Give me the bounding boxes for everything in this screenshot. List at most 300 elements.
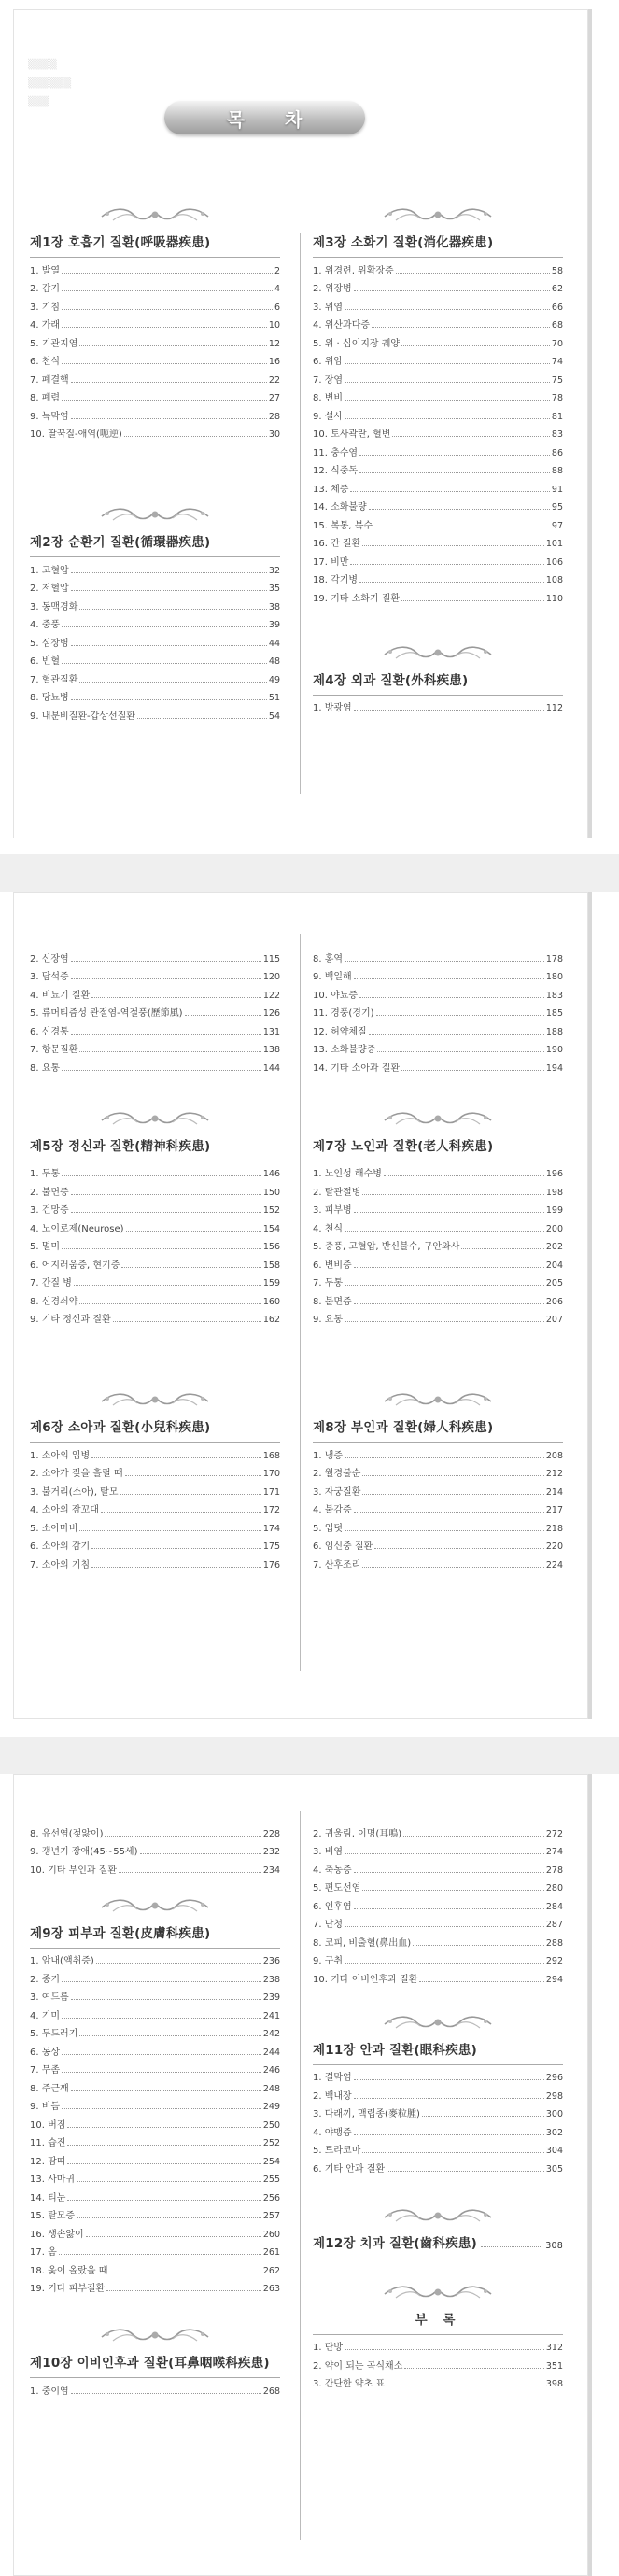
toc-entry[interactable] [30,313,280,331]
toc-entry-title: 9. 기타 정신과 질환 [30,1315,111,1325]
toc-entry[interactable] [30,1307,280,1326]
toc-entry[interactable] [30,1161,280,1180]
toc-entry[interactable] [30,1019,280,1037]
toc-entry[interactable] [30,2058,280,2076]
dot-leader [392,436,550,437]
chapter-title[interactable]: 제7장 노인과 질환(老人科疾患) [313,1138,494,1154]
chapter-title[interactable]: 제2장 순환기 질환(循環器疾患) [30,535,211,550]
toc-entry[interactable] [30,2112,280,2131]
chapter-title[interactable]: 제1장 호흡기 질환(呼吸器疾患) [30,235,211,250]
toc-entry-title: 3. 불거리(소아), 탈모 [30,1486,119,1498]
bleed-through-text: ▒▒▒▒ ▒▒▒▒▒▒ ▒▒▒ [28,60,72,107]
toc-entry-page: 86 [551,447,563,458]
toc-entry[interactable] [30,331,280,349]
toc-entry[interactable] [30,403,280,422]
toc-entry[interactable] [313,1966,563,1985]
toc-entry[interactable] [30,2148,280,2167]
toc-entry-title: 7. 무좀 [30,2065,61,2076]
toc-entry-page: 158 [262,1260,280,1271]
toc-entry-page: 91 [551,484,563,495]
chapter-section [30,1821,280,1876]
dot-leader [77,2217,261,2218]
dot-leader [413,1945,544,1946]
toc-entry-page: 83 [551,429,563,440]
toc-entry[interactable] [30,2185,280,2203]
toc-entry-title: 10. 토사곽란, 혈변 [313,429,391,440]
toc-entry[interactable] [313,1893,563,1912]
toc-entry[interactable] [30,1821,280,1839]
toc-entry-title: 1. 암내(액취증) [30,1956,94,1966]
toc-entry[interactable] [30,1055,280,1074]
chapter-page-number: 308 [545,2240,563,2251]
toc-entry-title: 5. 소아마비 [30,1523,78,1534]
toc-entry[interactable] [313,549,563,568]
dot-leader [354,1872,544,1873]
toc-entry[interactable] [313,2083,563,2102]
dot-leader [354,2134,544,2135]
toc-entry[interactable] [313,2372,563,2390]
toc-entry[interactable] [313,422,563,441]
toc-entry[interactable] [30,594,280,612]
dot-leader [124,436,267,437]
toc-entry[interactable] [313,1019,563,1037]
toc-entry[interactable] [30,667,280,685]
toc-entry-title: 2. 백내장 [313,2090,352,2102]
toc-entry[interactable] [30,630,280,649]
toc-entry[interactable] [30,2203,280,2222]
toc-entry-title: 3. 동맥경화 [30,601,78,612]
chapter-title[interactable]: 제3장 소화기 질환(消化器疾患) [313,235,494,250]
toc-entry[interactable] [30,1271,280,1289]
toc-entry[interactable] [313,513,563,531]
toc-entry[interactable] [30,703,280,722]
chapter-title[interactable]: 제5장 정신과 질환(精神科疾患) [30,1138,211,1154]
toc-entry-page: 208 [545,1450,563,1461]
toc-entry[interactable] [313,349,563,368]
toc-entry[interactable] [30,612,280,631]
toc-entry-title: 18. 각기병 [313,575,359,585]
toc-entry-title: 9. 갱년기 장애(45~55세) [30,1847,138,1857]
toc-entry-title: 11. 습진 [30,2138,66,2148]
toc-entry-list [313,1821,563,1985]
toc-entry[interactable] [313,2335,563,2354]
chapter-title[interactable]: 제4장 외과 질환(外科疾患) [313,672,469,688]
toc-entry-page: 62 [551,284,563,294]
toc-entry-page: 220 [545,1541,563,1552]
toc-entry-page: 246 [262,2065,280,2076]
dot-leader [91,997,261,998]
toc-entry-page: 101 [545,539,563,549]
toc-entry-title: 7. 간질 병 [30,1278,72,1288]
toc-entry[interactable] [30,1001,280,1020]
toc-entry[interactable] [313,2138,563,2157]
toc-entry[interactable] [30,982,280,1001]
toc-entry[interactable] [313,294,563,313]
toc-entry-page: 106 [545,556,563,568]
toc-entry-title: 7. 소아의 기침 [30,1559,91,1570]
dot-leader [354,710,544,711]
page-gap [0,854,619,892]
toc-entry-title: 5. 트라코마 [313,2146,361,2156]
toc-entry-title: 4. 위산과다증 [313,320,371,331]
chapter-section [313,643,563,714]
toc-entry-title: 3. 다래끼, 맥립종(麥粒腫) [313,2109,420,2119]
toc-entry[interactable] [313,2102,563,2120]
chapter-title[interactable]: 부 록 [415,2312,461,2328]
toc-entry-page: 81 [551,411,563,422]
toc-entry[interactable] [313,1161,563,1180]
toc-entry[interactable] [30,2039,280,2058]
dot-leader [345,400,550,401]
toc-entry-page: 2 [274,265,280,276]
dot-leader [106,2290,261,2291]
dot-leader [79,609,267,610]
toc-entry-page: 185 [545,1008,563,1019]
toc-entry-page: 122 [262,990,280,1001]
toc-entry-page: 190 [545,1045,563,1055]
toc-entry-title: 2. 저혈압 [30,584,69,594]
toc-entry[interactable] [313,331,563,349]
toc-entry[interactable] [313,1821,563,1839]
toc-entry[interactable] [30,349,280,368]
toc-entry[interactable] [30,386,280,404]
toc-entry-page: 207 [545,1315,563,1325]
toc-entry[interactable] [313,1839,563,1858]
chapter-ornament-icon [30,1896,280,1917]
toc-entry-page: 159 [262,1278,280,1288]
toc-entry-page: 272 [545,1828,563,1839]
toc-entry[interactable] [30,2276,280,2295]
toc-entry[interactable] [313,2353,563,2372]
toc-entry[interactable] [313,982,563,1001]
toc-entry[interactable] [313,276,563,295]
toc-entry-title: 5. 중풍, 고혈압, 반신불수, 구안와사 [313,1242,460,1252]
toc-entry[interactable] [313,568,563,586]
toc-entry-title: 14. 티눈 [30,2192,66,2203]
toc-entry-title: 9. 백일해 [313,972,352,982]
toc-entry-title: 1. 중이염 [30,2386,69,2397]
toc-entry[interactable] [313,403,563,422]
dot-leader [62,363,267,364]
toc-entry-page: 27 [268,393,280,403]
toc-entry-list [313,1442,563,1570]
chapter-title[interactable] [313,2232,563,2251]
toc-entry-title: 2. 불면증 [30,1187,69,1198]
toc-entry[interactable] [30,1234,280,1253]
toc-entry-title: 4. 비뇨기 질환 [30,990,91,1001]
toc-entry[interactable] [30,2131,280,2149]
toc-entry[interactable] [313,2156,563,2175]
toc-entry[interactable] [313,964,563,983]
dot-leader [113,1321,261,1322]
toc-entry-title: 10. 딸꾹질-애역(呃逆) [30,429,122,440]
toc-entry-title: 1. 두통 [30,1169,61,1179]
toc-entry[interactable] [313,1288,563,1307]
toc-entry[interactable] [313,440,563,458]
toc-entry[interactable] [30,422,280,441]
chapter-title[interactable]: 제8장 부인과 질환(婦人科疾患) [313,1420,494,1435]
toc-entry[interactable] [313,1055,563,1074]
chapter-ornament-icon [313,1390,563,1411]
toc-entry[interactable] [313,1271,563,1289]
toc-entry-page: 252 [262,2138,280,2148]
toc-entry-page: 292 [545,1956,563,1966]
dot-leader [86,2236,261,2237]
toc-entry-title: 8. 코피, 비출혈(鼻出血) [313,1937,412,1949]
toc-entry[interactable] [30,2167,280,2186]
toc-entry[interactable] [313,1461,563,1480]
toc-entry-page: 254 [262,2156,280,2167]
toc-entry[interactable] [30,1839,280,1858]
toc-entry-title: 8. 요통 [30,1063,61,1074]
toc-entry[interactable] [313,1912,563,1931]
toc-entry[interactable] [313,1198,563,1217]
toc-entry-title: 2. 귀울림, 이명(耳鳴) [313,1828,402,1839]
chapter-ornament-icon [30,2326,280,2346]
toc-entry-page: 58 [551,265,563,276]
toc-entry-title: 4. 기미 [30,2010,61,2021]
chapter-title[interactable]: 제11장 안과 질환(眼科疾患) [313,2042,477,2058]
toc-entry-title: 5. 류머티즘성 관절염-역절풍(歷節風) [30,1008,183,1019]
toc-entry[interactable] [313,1552,563,1570]
toc-entry[interactable] [30,1252,280,1271]
toc-entry[interactable] [30,1498,280,1516]
toc-entry-title: 6. 변비증 [313,1260,352,1271]
toc-entry[interactable] [30,1443,280,1461]
toc-entry-page: 115 [262,953,280,964]
toc-entry-list [313,2334,563,2390]
toc-entry[interactable] [30,1198,280,1217]
dot-leader [345,1963,544,1964]
toc-entry-title: 8. 불면증 [313,1296,352,1307]
toc-entry-page: 160 [262,1296,280,1307]
toc-entry[interactable] [30,1515,280,1534]
dot-leader [350,491,550,492]
toc-entry-title: 1. 노인성 해수병 [313,1169,382,1179]
toc-entry-title: 16. 생손앓이 [30,2229,84,2240]
toc-entry-page: 300 [545,2109,563,2119]
toc-entry-title: 18. 옻이 올랐을 때 [30,2265,108,2276]
toc-entry[interactable] [30,294,280,313]
chapter-title-text: 제12장 치과 질환(齒科疾患) [313,2235,477,2251]
toc-entry-title: 5. 멀미 [30,1242,61,1252]
toc-entry[interactable] [30,2076,280,2094]
toc-entry-title: 5. 심장병 [30,638,69,649]
toc-entry[interactable] [313,386,563,404]
toc-entry[interactable] [30,1857,280,1876]
toc-entry[interactable] [30,1288,280,1307]
toc-entry[interactable] [30,1461,280,1480]
toc-entry[interactable] [30,685,280,704]
toc-entry[interactable] [30,2003,280,2021]
toc-entry[interactable] [30,258,280,276]
toc-entry[interactable] [30,1216,280,1234]
dot-leader [71,2090,261,2091]
dot-leader [91,1567,261,1568]
toc-entry-list [30,2377,280,2397]
toc-entry[interactable] [313,531,563,550]
toc-entry-title: 6. 신경통 [30,1026,69,1037]
toc-entry-list [30,1948,280,2295]
toc-entry[interactable] [313,313,563,331]
toc-entry-title: 10. 기타 이비인후과 질환 [313,1974,418,1985]
toc-entry-title: 13. 소화불량증 [313,1045,376,1055]
dot-leader [345,1321,544,1322]
toc-entry[interactable] [313,1234,563,1253]
toc-entry[interactable] [313,1252,563,1271]
chapter-ornament-icon [30,505,280,526]
toc-entry[interactable] [30,1985,280,2004]
toc-entry-page: 249 [262,2102,280,2112]
dot-leader [62,327,267,328]
toc-entry-title: 17. 비만 [313,556,349,568]
dot-leader [401,600,544,601]
toc-entry[interactable] [30,1479,280,1498]
toc-entry[interactable] [30,1037,280,1056]
toc-entry-title: 5. 두드러기 [30,2029,78,2039]
toc-entry[interactable] [30,2258,280,2276]
dot-leader [71,2393,261,2394]
toc-entry[interactable] [313,1037,563,1056]
dot-leader [354,1512,544,1513]
toc-entry[interactable] [30,576,280,595]
toc-entry[interactable] [313,1307,563,1326]
toc-entry-title: 11. 경풍(경기) [313,1008,374,1019]
toc-entry-page: 261 [262,2247,280,2258]
toc-entry[interactable] [30,649,280,668]
toc-entry-title: 13. 사마귀 [30,2175,76,2185]
toc-entry-title: 3. 기침 [30,302,61,313]
toc-entry-title: 10. 버짐 [30,2119,66,2131]
toc-entry[interactable] [313,1443,563,1461]
chapter-section [313,2013,563,2175]
toc-entry[interactable] [313,1930,563,1949]
toc-entry[interactable] [30,2021,280,2040]
chapter-ornament-icon [313,1109,563,1130]
column-divider [300,1811,301,2540]
toc-entry-title: 15. 복통, 복수 [313,520,373,531]
toc-entry-page: 241 [262,2010,280,2021]
toc-entry-page: 260 [262,2229,280,2240]
toc-entry-page: 6 [274,302,280,313]
toc-entry[interactable] [313,2065,563,2084]
dot-leader [62,1070,261,1071]
dot-leader [62,663,267,664]
toc-entry-page: 305 [545,2163,563,2175]
toc-entry[interactable] [30,1179,280,1198]
toc-entry[interactable] [313,2119,563,2138]
toc-entry-title: 4. 천식 [313,1223,344,1234]
dot-leader [345,1853,544,1854]
dot-leader [67,2163,260,2164]
dot-leader [71,418,267,419]
toc-entry[interactable] [313,258,563,276]
toc-entry[interactable] [313,1479,563,1498]
toc-entry-page: 244 [262,2047,280,2058]
toc-entry-page: 398 [545,2379,563,2389]
toc-entry[interactable] [30,2094,280,2113]
toc-entry[interactable] [313,1179,563,1198]
dot-leader [372,327,550,328]
toc-column-right [313,946,563,1570]
toc-entry-page: 250 [262,2119,280,2131]
toc-entry[interactable] [30,276,280,295]
toc-entry[interactable] [313,946,563,964]
column-divider [300,233,301,794]
toc-entry[interactable] [30,1966,280,1985]
toc-entry[interactable] [313,585,563,604]
toc-entry-list [30,1442,280,1570]
toc-entry-page: 217 [545,1505,563,1515]
toc-entry[interactable] [313,1515,563,1534]
dot-leader [359,455,550,456]
toc-entry-title: 8. 홍역 [313,953,344,964]
chapter-section [30,1109,280,1326]
toc-entry-page: 152 [262,1205,280,1216]
toc-entry-page: 51 [268,693,280,703]
chapter-title[interactable]: 제10장 이비인후과 질환(耳鼻咽喉科疾患) [30,2356,270,2371]
toc-entry[interactable] [313,367,563,386]
toc-entry[interactable] [313,1949,563,1967]
dot-leader [354,978,544,979]
toc-entry-page: 16 [268,357,280,367]
toc-entry[interactable] [313,1876,563,1894]
chapter-section [313,2283,563,2390]
toc-entry[interactable] [30,964,280,983]
chapter-title[interactable]: 제6장 소아과 질환(小兒科疾患) [30,1420,211,1435]
toc-entry-page: 183 [545,990,563,1001]
toc-entry[interactable] [30,367,280,386]
dot-leader [62,1248,261,1249]
toc-entry[interactable] [30,2221,280,2240]
chapter-title[interactable]: 제9장 피부과 질환(皮膚科疾患) [30,1925,211,1941]
toc-entry[interactable] [313,458,563,477]
toc-entry-title: 4. 불감증 [313,1505,352,1515]
toc-entry-title: 13. 체증 [313,484,349,495]
dot-leader [62,290,273,291]
toc-entry-page: 312 [545,2343,563,2353]
dot-leader [121,1267,261,1268]
toc-entry-page: 68 [551,320,563,331]
toc-entry-page: 44 [268,638,280,649]
toc-column-right [313,205,563,713]
toc-entry[interactable] [30,946,280,964]
toc-entry[interactable] [313,1001,563,1020]
toc-entry-page: 144 [262,1063,280,1074]
toc-entry-title: 5. 기관지염 [30,338,78,349]
toc-entry[interactable] [313,1534,563,1553]
chapter-section [30,2326,280,2397]
toc-entry[interactable] [30,2240,280,2259]
toc-entry-list [30,946,280,1074]
toc-entry[interactable] [30,1534,280,1553]
toc-entry[interactable] [30,557,280,576]
toc-entry[interactable] [313,1498,563,1516]
toc-entry[interactable] [30,1949,280,1967]
toc-entry[interactable] [30,2378,280,2397]
toc-entry[interactable] [313,476,563,495]
toc-entry[interactable] [313,1857,563,1876]
toc-entry[interactable] [313,696,563,714]
dot-leader [345,1926,544,1927]
toc-entry-title: 12. 땀띠 [30,2156,66,2167]
toc-entry[interactable] [313,1216,563,1234]
dot-leader [119,1872,261,1873]
toc-entry-title: 1. 소아의 입병 [30,1450,91,1461]
chapter-section [313,1109,563,1326]
toc-entry[interactable] [30,1552,280,1570]
toc-entry[interactable] [313,495,563,514]
